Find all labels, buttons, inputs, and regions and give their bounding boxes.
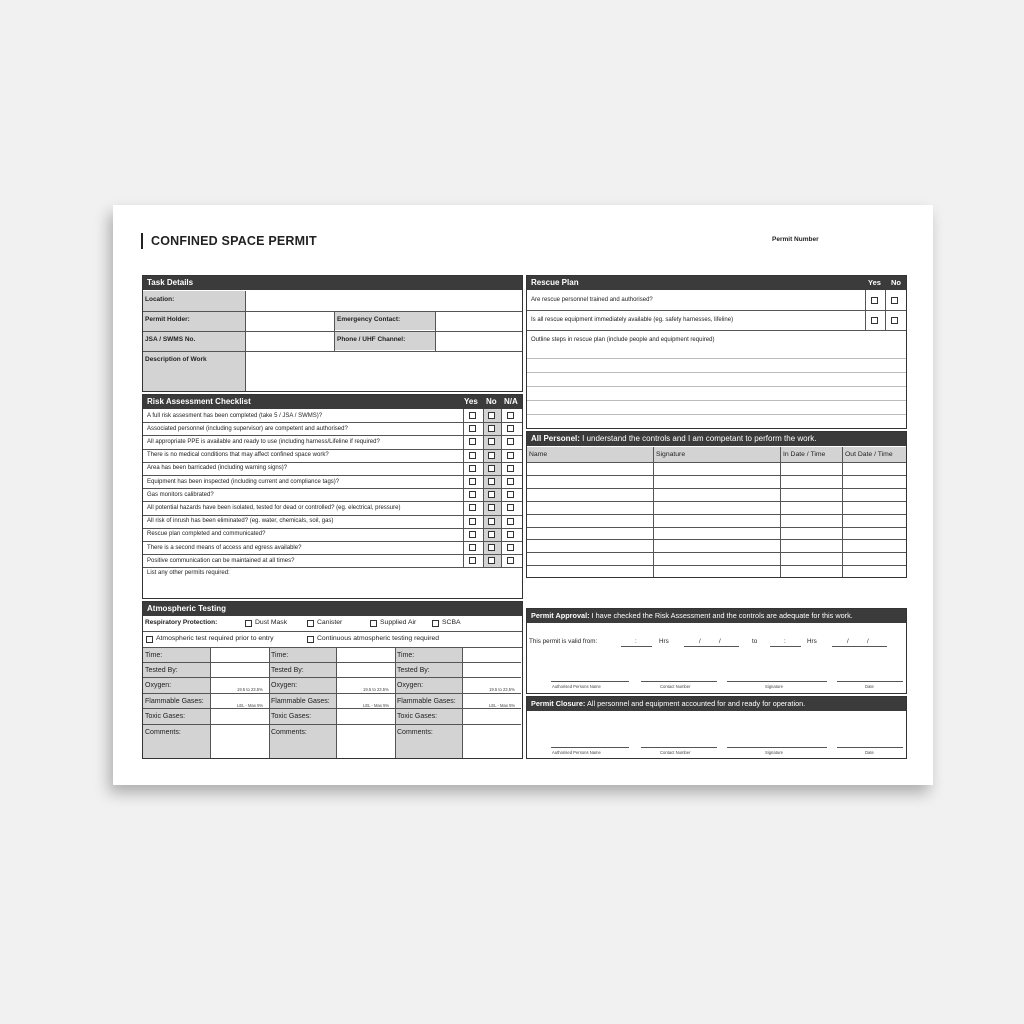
atmo-tested-by-label: Tested By: [397, 667, 430, 674]
risk-yes-checkbox[interactable] [469, 544, 476, 551]
risk-yes-checkbox[interactable] [469, 438, 476, 445]
personnel-row[interactable] [527, 553, 906, 565]
personnel-row[interactable] [527, 515, 906, 527]
atmo-oxygen-field[interactable] [463, 678, 520, 693]
risk-no-checkbox[interactable] [488, 478, 495, 485]
risk-item: Rescue plan completed and communicated? [147, 531, 266, 538]
risk-yes-checkbox[interactable] [469, 557, 476, 564]
risk-yes-checkbox[interactable] [469, 452, 476, 459]
risk-item: All risk of inrush has been eliminated? (eg. water, chemicals, soil, gas) [147, 518, 334, 525]
page-title: CONFINED SPACE PERMIT [141, 233, 317, 249]
risk-item: Gas monitors calibrated? [147, 491, 214, 498]
atmo-toxic-field[interactable] [211, 709, 268, 724]
description-label: Description of Work [145, 356, 207, 363]
atmo-heading: Atmospheric Testing [143, 602, 522, 616]
atmo-oxygen-label: Oxygen: [145, 682, 172, 689]
risk-no-checkbox[interactable] [488, 425, 495, 432]
rescue-q2-yes-checkbox[interactable] [871, 317, 878, 324]
risk-no-checkbox[interactable] [488, 504, 495, 511]
closure-contact-field[interactable] [641, 747, 717, 748]
risk-yes-checkbox[interactable] [469, 465, 476, 472]
risk-no-checkbox[interactable] [488, 438, 495, 445]
risk-na-checkbox[interactable] [507, 412, 514, 419]
risk-na-checkbox[interactable] [507, 557, 514, 564]
risk-na-checkbox[interactable] [507, 452, 514, 459]
rescue-q2-no-checkbox[interactable] [891, 317, 898, 324]
risk-na-checkbox[interactable] [507, 531, 514, 538]
atmo-oxygen-label: Oxygen: [397, 682, 424, 689]
closure-panel [526, 696, 907, 759]
permit-holder-label: Permit Holder: [145, 316, 190, 323]
risk-col-na: N/A [504, 397, 518, 406]
atmo-comments-label: Comments: [145, 729, 181, 736]
atmo-flammable-field[interactable] [211, 694, 268, 708]
atmo-tested-by-field[interactable] [337, 663, 394, 677]
risk-item: All appropriate PPE is available and ready to use (including harness/Lifeline if required? [147, 438, 380, 445]
risk-na-checkbox[interactable] [507, 438, 514, 445]
task-details-heading: Task Details [143, 276, 522, 290]
approval-signature-field[interactable] [727, 681, 827, 682]
atmo-time-field[interactable] [337, 648, 394, 662]
location-label: Location: [145, 296, 175, 303]
risk-col-no: No [486, 397, 497, 406]
rescue-q1-no-checkbox[interactable] [891, 297, 898, 304]
risk-no-checkbox[interactable] [488, 491, 495, 498]
atmospheric-testing-panel [142, 601, 523, 759]
col-out-date: Out Date / Time [845, 451, 893, 458]
atmo-comments-label: Comments: [397, 729, 433, 736]
rescue-outline-field[interactable] [529, 346, 904, 426]
atmo-tested-by-label: Tested By: [271, 667, 304, 674]
description-field[interactable] [246, 352, 522, 391]
personnel-panel [526, 431, 907, 578]
risk-na-checkbox[interactable] [507, 425, 514, 432]
scba-label: SCBA [442, 619, 461, 626]
atmo-time-label: Time: [145, 652, 163, 659]
end-date-field[interactable] [832, 646, 887, 647]
closure-name-field[interactable] [551, 747, 629, 748]
risk-item: Area has been barricaded (including warning signs)? [147, 465, 288, 472]
test-prior-checkbox[interactable] [146, 636, 153, 643]
risk-yes-checkbox[interactable] [469, 478, 476, 485]
atmo-time-label: Time: [271, 652, 289, 659]
personnel-heading: All Personel: I understand the controls and I am competant to perform the work. [527, 432, 906, 446]
risk-na-checkbox[interactable] [507, 478, 514, 485]
risk-yes-checkbox[interactable] [469, 531, 476, 538]
risk-assessment-panel [142, 394, 523, 599]
phone-label: Phone / UHF Channel: [337, 336, 406, 343]
rescue-q1: Are rescue personnel trained and authorised? [531, 297, 653, 303]
atmo-flammable-field[interactable] [337, 694, 394, 708]
other-permits-label: List any other permits required: [147, 570, 230, 576]
personnel-row[interactable] [527, 566, 906, 578]
atmo-range-label: LEL - Max 5% [489, 703, 516, 708]
approval-heading: Permit Approval: I have checked the Risk Assessment and the controls are adequate for this work. [527, 609, 906, 623]
risk-no-checkbox[interactable] [488, 465, 495, 472]
risk-na-checkbox[interactable] [507, 491, 514, 498]
risk-na-checkbox[interactable] [507, 465, 514, 472]
date-separator: / [847, 639, 849, 645]
personnel-row[interactable] [527, 540, 906, 552]
risk-na-checkbox[interactable] [507, 518, 514, 525]
scba-checkbox[interactable] [432, 620, 439, 627]
sig-label: Contact Number [660, 750, 691, 755]
col-name: Name [529, 451, 548, 458]
time-separator: : [784, 639, 786, 645]
supplied-air-label: Supplied Air [380, 619, 417, 626]
jsa-field[interactable] [246, 332, 333, 350]
date-separator: / [699, 639, 701, 645]
risk-heading: Risk Assessment Checklist Yes No N/A [143, 395, 522, 409]
risk-col-yes: Yes [464, 397, 478, 406]
risk-no-checkbox[interactable] [488, 412, 495, 419]
valid-from-label: This permit is valid from: [529, 638, 598, 645]
risk-no-checkbox[interactable] [488, 452, 495, 459]
atmo-toxic-label: Toxic Gases: [271, 713, 312, 720]
canister-checkbox[interactable] [307, 620, 314, 627]
atmo-tested-by-field[interactable] [463, 663, 520, 677]
permit-holder-field[interactable] [246, 312, 333, 330]
atmo-comments-field[interactable] [463, 725, 520, 756]
emergency-contact-label: Emergency Contact: [337, 316, 401, 323]
atmo-range-label: 19.5 to 23.5% [489, 687, 515, 692]
canister-label: Canister [317, 619, 343, 626]
permit-sheet [113, 205, 933, 785]
atmo-toxic-label: Toxic Gases: [397, 713, 438, 720]
atmo-range-label: 19.5 to 23.5% [363, 687, 389, 692]
risk-item: A full risk assesment has been completed (take 5 / JSA / SWMS)? [147, 412, 323, 419]
start-date-field[interactable] [684, 646, 739, 647]
atmo-tested-by-field[interactable] [211, 663, 268, 677]
phone-field[interactable] [436, 332, 522, 350]
rescue-plan-panel [526, 275, 907, 429]
rescue-outline-label: Outline steps in rescue plan (include people and equipment required) [531, 337, 715, 343]
risk-item: There is a second means of access and egress available? [147, 544, 302, 551]
sig-label: Date [865, 750, 874, 755]
atmo-oxygen-field[interactable] [337, 678, 394, 693]
rescue-q1-yes-checkbox[interactable] [871, 297, 878, 304]
date-separator: / [719, 639, 721, 645]
sig-label: Signature [765, 750, 783, 755]
personnel-row[interactable] [527, 476, 906, 488]
continuous-testing-label: Continuous atmospheric testing required [317, 635, 440, 642]
atmo-range-label: LEL - Max 5% [237, 703, 264, 708]
personnel-row[interactable] [527, 463, 906, 475]
jsa-label: JSA / SWMS No. [145, 336, 196, 343]
emergency-contact-field[interactable] [436, 312, 522, 330]
atmo-comments-field[interactable] [211, 725, 268, 756]
to-label: to [752, 638, 758, 645]
atmo-time-field[interactable] [211, 648, 268, 662]
col-in-date: In Date / Time [783, 451, 826, 458]
atmo-toxic-label: Toxic Gases: [145, 713, 186, 720]
permit-number-label: Permit Number [772, 236, 819, 243]
rescue-q2: Is all rescue equipment immediately available (eg. safety harnesses, lifeline) [531, 317, 734, 323]
atmo-flammable-label: Flammable Gases: [271, 698, 330, 705]
risk-no-checkbox[interactable] [488, 531, 495, 538]
sig-label: Contact Number [660, 684, 691, 689]
sig-label: Date [865, 684, 874, 689]
task-details-panel [142, 275, 523, 392]
dust-mask-checkbox[interactable] [245, 620, 252, 627]
atmo-tested-by-label: Tested By: [145, 667, 178, 674]
approval-panel [526, 608, 907, 694]
risk-na-checkbox[interactable] [507, 544, 514, 551]
atmo-range-label: LEL - Max 5% [363, 703, 390, 708]
rescue-col-yes: Yes [868, 278, 881, 287]
atmo-toxic-field[interactable] [463, 709, 520, 724]
risk-no-checkbox[interactable] [488, 518, 495, 525]
col-signature: Signature [656, 451, 686, 458]
risk-yes-checkbox[interactable] [469, 518, 476, 525]
dust-mask-label: Dust Mask [255, 619, 288, 626]
atmo-toxic-field[interactable] [337, 709, 394, 724]
personnel-row[interactable] [527, 528, 906, 540]
hrs-label: Hrs [807, 638, 817, 645]
risk-no-checkbox[interactable] [488, 557, 495, 564]
personnel-row[interactable] [527, 502, 906, 514]
supplied-air-checkbox[interactable] [370, 620, 377, 627]
closure-heading: Permit Closure: All personnel and equipment accounted for and ready for operation. [527, 697, 906, 711]
date-separator: / [867, 639, 869, 645]
risk-item: All potential hazards have been isolated, tested for dead or controlled? (eg. electrical, pressure) [147, 504, 401, 511]
approval-contact-field[interactable] [641, 681, 717, 682]
risk-yes-checkbox[interactable] [469, 491, 476, 498]
risk-item: Positive communication can be maintained at all times? [147, 557, 295, 564]
atmo-comments-field[interactable] [337, 725, 394, 756]
approval-name-field[interactable] [551, 681, 629, 682]
rescue-col-no: No [891, 278, 901, 287]
atmo-time-field[interactable] [463, 648, 520, 662]
resp-protection-label: Respiratory Protection: [145, 619, 218, 626]
atmo-time-label: Time: [397, 652, 415, 659]
atmo-oxygen-label: Oxygen: [271, 682, 298, 689]
approval-date-field[interactable] [837, 681, 903, 682]
closure-date-field[interactable] [837, 747, 903, 748]
risk-na-checkbox[interactable] [507, 504, 514, 511]
atmo-comments-label: Comments: [271, 729, 307, 736]
continuous-testing-checkbox[interactable] [307, 636, 314, 643]
location-field[interactable] [246, 292, 522, 310]
risk-item: Equipment has been inspected (including current and compliance tags)? [147, 478, 340, 485]
risk-item: Associated personnel (including supervisor) are competent and authorised? [147, 425, 348, 432]
closure-signature-field[interactable] [727, 747, 827, 748]
atmo-range-label: 19.5 to 23.5% [237, 687, 263, 692]
hrs-label: Hrs [659, 638, 669, 645]
atmo-flammable-label: Flammable Gases: [145, 698, 204, 705]
personnel-row[interactable] [527, 489, 906, 501]
atmo-flammable-label: Flammable Gases: [397, 698, 456, 705]
risk-yes-checkbox[interactable] [469, 504, 476, 511]
risk-no-checkbox[interactable] [488, 544, 495, 551]
sig-label: Signature [765, 684, 783, 689]
rescue-heading: Rescue Plan Yes No [527, 276, 906, 290]
sig-label: Authorised Persons Name [552, 684, 601, 689]
test-prior-label: Atmospheric test required prior to entry [156, 635, 274, 642]
sig-label: Authorised Persons Name [552, 750, 601, 755]
risk-yes-checkbox[interactable] [469, 412, 476, 419]
risk-item: There is no medical conditions that may affect confined space work? [147, 452, 329, 459]
atmo-oxygen-field[interactable] [211, 678, 268, 693]
risk-yes-checkbox[interactable] [469, 425, 476, 432]
time-separator: : [635, 639, 637, 645]
atmo-flammable-field[interactable] [463, 694, 520, 708]
